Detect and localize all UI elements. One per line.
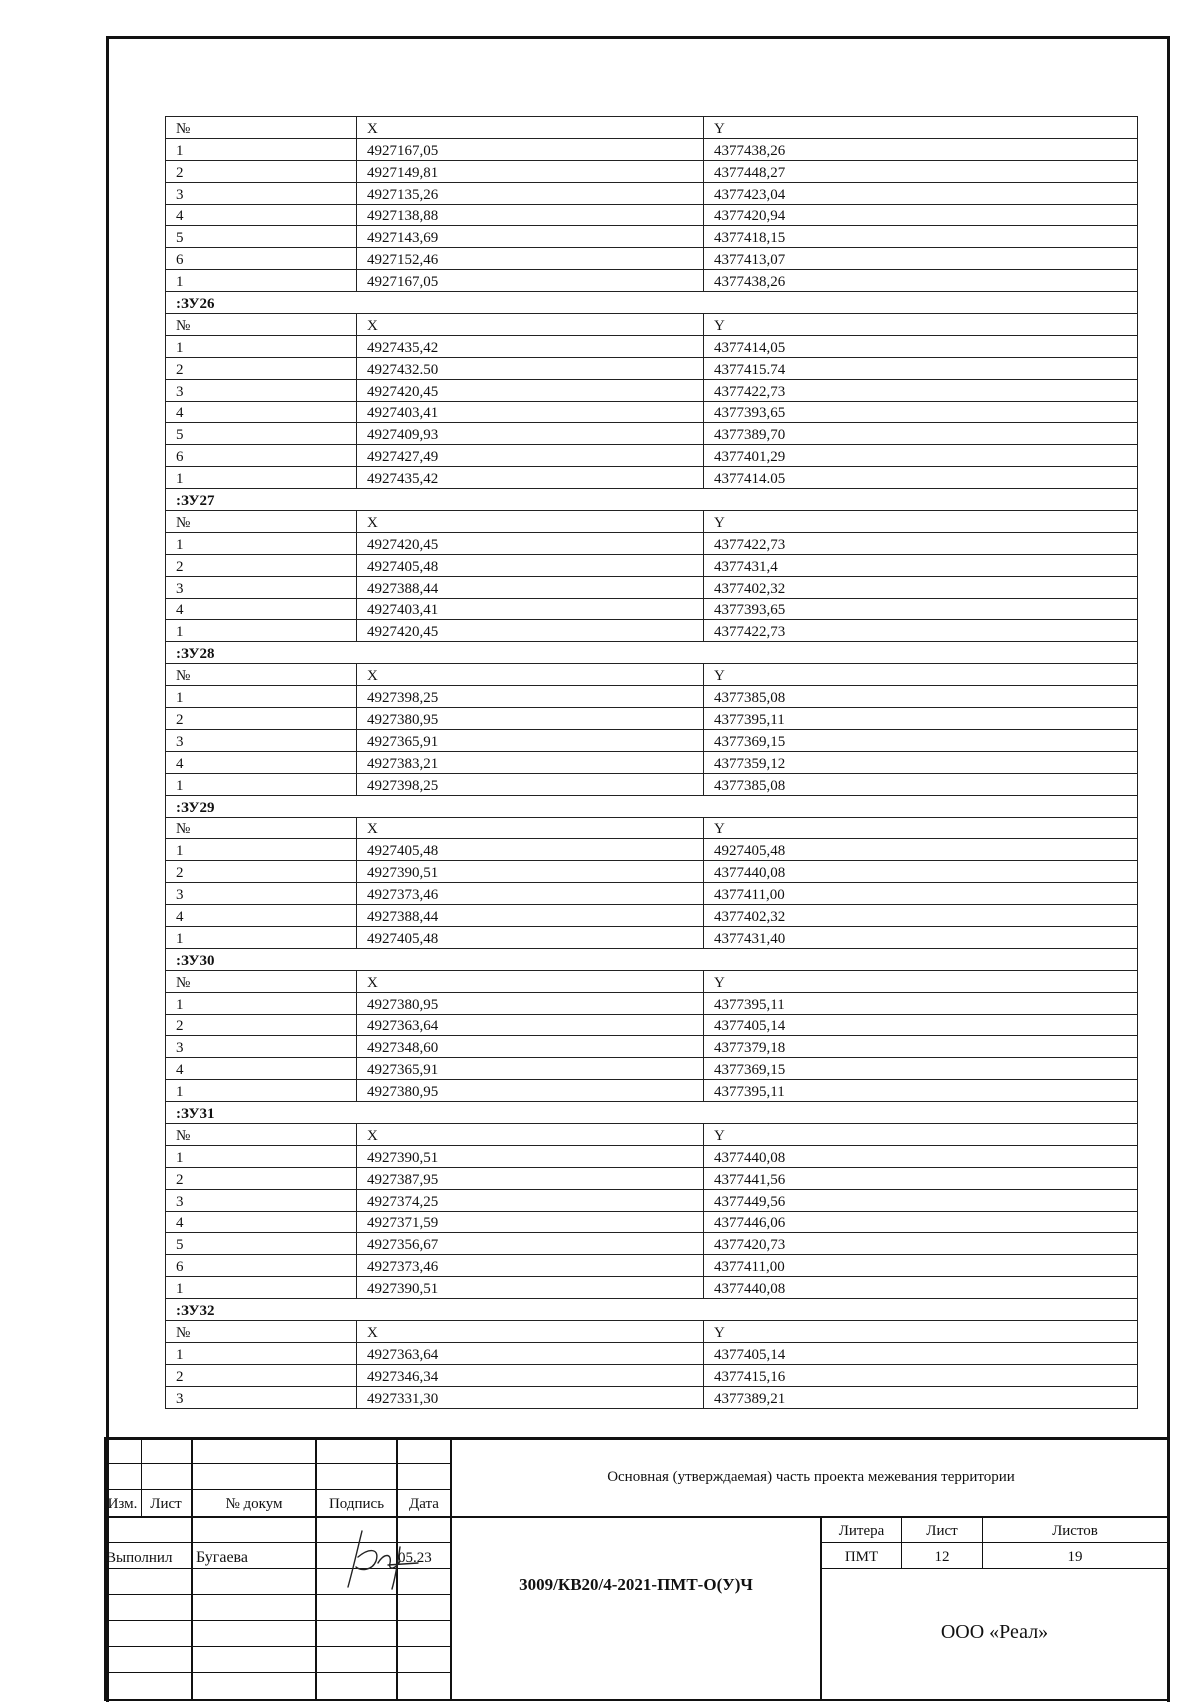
x-coordinate: 4927167,05 [357, 270, 704, 292]
point-number: 1 [166, 992, 357, 1014]
header-x: X [357, 970, 704, 992]
table-row [166, 839, 1138, 861]
x-coordinate: 4927405,48 [357, 839, 704, 861]
sheet-number: 12 [934, 1549, 950, 1565]
table-row [166, 423, 1138, 445]
table-row [166, 729, 1138, 751]
x-coordinate: 4927356,67 [357, 1233, 704, 1255]
point-number: 1 [166, 270, 357, 292]
header-y: Y [704, 314, 1138, 336]
document-description: Основная (утверждаемая) часть проекта межевания территории [607, 1469, 1015, 1485]
y-coordinate: 4377420,73 [704, 1233, 1138, 1255]
point-number: 6 [166, 445, 357, 467]
x-coordinate: 4927398,25 [357, 773, 704, 795]
litera-value: ПМТ [844, 1549, 879, 1565]
point-number: 6 [166, 248, 357, 270]
section-title-row [166, 1102, 1138, 1124]
x-coordinate: 4927409,93 [357, 423, 704, 445]
table-row [166, 686, 1138, 708]
section-title: :ЗУ28 [166, 642, 1138, 664]
table-row [166, 905, 1138, 927]
x-coordinate: 4927432.50 [357, 357, 704, 379]
table-row [166, 1167, 1138, 1189]
table-row [166, 1277, 1138, 1299]
x-coordinate: 4927143,69 [357, 226, 704, 248]
point-number: 4 [166, 905, 357, 927]
point-number: 4 [166, 1211, 357, 1233]
table-row [166, 204, 1138, 226]
table-row [166, 773, 1138, 795]
litera-label: Литера [838, 1523, 885, 1539]
izm-label: Изм. [107, 1496, 138, 1512]
table-row [166, 926, 1138, 948]
x-coordinate: 4927405,48 [357, 554, 704, 576]
table-header-row [166, 970, 1138, 992]
y-coordinate: 4377420,94 [704, 204, 1138, 226]
table-row [166, 554, 1138, 576]
point-number: 2 [166, 160, 357, 182]
y-coordinate: 4377359,12 [704, 751, 1138, 773]
sheets-total: 19 [1067, 1549, 1083, 1565]
coordinates-table [165, 116, 1138, 1409]
table-row [166, 751, 1138, 773]
x-coordinate: 4927403,41 [357, 401, 704, 423]
point-number: 3 [166, 576, 357, 598]
table-row [166, 357, 1138, 379]
point-number: 4 [166, 1058, 357, 1080]
x-coordinate: 4927398,25 [357, 686, 704, 708]
x-coordinate: 4927387,95 [357, 1167, 704, 1189]
point-number: 1 [166, 138, 357, 160]
point-number: 3 [166, 1036, 357, 1058]
section-title: :ЗУ29 [166, 795, 1138, 817]
header-number: № [166, 970, 357, 992]
table-header-row [166, 817, 1138, 839]
performer-name: Бугаева [196, 1549, 248, 1566]
y-coordinate: 4377414,05 [704, 335, 1138, 357]
table-row [166, 1342, 1138, 1364]
section-title-row [166, 489, 1138, 511]
y-coordinate: 4377385,08 [704, 773, 1138, 795]
x-coordinate: 4927420,45 [357, 379, 704, 401]
header-number: № [166, 117, 357, 139]
point-number: 2 [166, 708, 357, 730]
point-number: 3 [166, 379, 357, 401]
header-y: Y [704, 970, 1138, 992]
table-row [166, 226, 1138, 248]
x-coordinate: 4927405,48 [357, 926, 704, 948]
x-coordinate: 4927371,59 [357, 1211, 704, 1233]
section-title: :ЗУ32 [166, 1299, 1138, 1321]
x-coordinate: 4927374,25 [357, 1189, 704, 1211]
x-coordinate: 4927388,44 [357, 576, 704, 598]
header-x: X [357, 117, 704, 139]
header-x: X [357, 664, 704, 686]
point-number: 1 [166, 1080, 357, 1102]
table-row [166, 576, 1138, 598]
sheet-label: Лист [926, 1523, 958, 1539]
y-coordinate: 4377446,06 [704, 1211, 1138, 1233]
header-number: № [166, 664, 357, 686]
point-number: 3 [166, 182, 357, 204]
header-x: X [357, 314, 704, 336]
section-title-row [166, 292, 1138, 314]
x-coordinate: 4927365,91 [357, 1058, 704, 1080]
point-number: 1 [166, 773, 357, 795]
section-title-row [166, 1299, 1138, 1321]
y-coordinate: 4377395,11 [704, 708, 1138, 730]
y-coordinate: 4377411,00 [704, 883, 1138, 905]
x-coordinate: 4927373,46 [357, 1255, 704, 1277]
x-coordinate: 4927365,91 [357, 729, 704, 751]
y-coordinate: 4377395,11 [704, 992, 1138, 1014]
y-coordinate: 4377393,65 [704, 401, 1138, 423]
table-row [166, 598, 1138, 620]
y-coordinate: 4377405,14 [704, 1342, 1138, 1364]
section-title-row [166, 642, 1138, 664]
y-coordinate: 4377393,65 [704, 598, 1138, 620]
x-coordinate: 4927435,42 [357, 335, 704, 357]
x-coordinate: 4927348,60 [357, 1036, 704, 1058]
date-label: Дата [409, 1496, 439, 1512]
sheets-label: Листов [1052, 1523, 1098, 1539]
y-coordinate: 4377379,18 [704, 1036, 1138, 1058]
y-coordinate: 4377411,00 [704, 1255, 1138, 1277]
header-number: № [166, 1320, 357, 1342]
y-coordinate: 4377369,15 [704, 1058, 1138, 1080]
x-coordinate: 4927380,95 [357, 992, 704, 1014]
table-header-row [166, 511, 1138, 533]
x-coordinate: 4927363,64 [357, 1014, 704, 1036]
table-row [166, 1145, 1138, 1167]
table-row [166, 335, 1138, 357]
section-title: :ЗУ30 [166, 948, 1138, 970]
doc-number-label: № докум [225, 1496, 283, 1512]
handwritten-signature [340, 1527, 430, 1593]
x-coordinate: 4927135,26 [357, 182, 704, 204]
point-number: 6 [166, 1255, 357, 1277]
sign-date: 05.23 [398, 1550, 432, 1566]
table-row [166, 379, 1138, 401]
point-number: 1 [166, 1277, 357, 1299]
section-title-row [166, 795, 1138, 817]
y-coordinate: 4377448,27 [704, 160, 1138, 182]
point-number: 1 [166, 686, 357, 708]
point-number: 1 [166, 839, 357, 861]
table-row [166, 532, 1138, 554]
x-coordinate: 4927435,42 [357, 467, 704, 489]
point-number: 1 [166, 1342, 357, 1364]
y-coordinate: 4927405,48 [704, 839, 1138, 861]
header-number: № [166, 1123, 357, 1145]
y-coordinate: 4377415,16 [704, 1364, 1138, 1386]
x-coordinate: 4927390,51 [357, 1277, 704, 1299]
header-number: № [166, 511, 357, 533]
table-header-row [166, 664, 1138, 686]
y-coordinate: 4377402,32 [704, 905, 1138, 927]
point-number: 5 [166, 423, 357, 445]
x-coordinate: 4927167,05 [357, 138, 704, 160]
section-title: :ЗУ27 [166, 489, 1138, 511]
header-y: Y [704, 1320, 1138, 1342]
y-coordinate: 4377422,73 [704, 532, 1138, 554]
y-coordinate: 4377395,11 [704, 1080, 1138, 1102]
y-coordinate: 4377389,70 [704, 423, 1138, 445]
table-row [166, 1189, 1138, 1211]
table-row [166, 1211, 1138, 1233]
point-number: 5 [166, 1233, 357, 1255]
table-row [166, 883, 1138, 905]
y-coordinate: 4377431,4 [704, 554, 1138, 576]
x-coordinate: 4927403,41 [357, 598, 704, 620]
y-coordinate: 4377369,15 [704, 729, 1138, 751]
x-coordinate: 4927152,46 [357, 248, 704, 270]
x-coordinate: 4927427,49 [357, 445, 704, 467]
table-header-row [166, 314, 1138, 336]
point-number: 2 [166, 357, 357, 379]
table-row [166, 1036, 1138, 1058]
point-number: 2 [166, 554, 357, 576]
point-number: 5 [166, 226, 357, 248]
company-name: ООО «Реал» [940, 1621, 1049, 1643]
point-number: 1 [166, 926, 357, 948]
y-coordinate: 4377422,73 [704, 620, 1138, 642]
y-coordinate: 4377440,08 [704, 1145, 1138, 1167]
table-row [166, 1014, 1138, 1036]
x-coordinate: 4927138,88 [357, 204, 704, 226]
point-number: 1 [166, 532, 357, 554]
header-x: X [357, 817, 704, 839]
point-number: 1 [166, 1145, 357, 1167]
point-number: 4 [166, 598, 357, 620]
header-x: X [357, 1320, 704, 1342]
table-row [166, 861, 1138, 883]
table-row [166, 992, 1138, 1014]
header-y: Y [704, 664, 1138, 686]
x-coordinate: 4927388,44 [357, 905, 704, 927]
header-number: № [166, 817, 357, 839]
header-y: Y [704, 117, 1138, 139]
x-coordinate: 4927373,46 [357, 883, 704, 905]
x-coordinate: 4927390,51 [357, 861, 704, 883]
table-row [166, 160, 1138, 182]
table-row [166, 401, 1138, 423]
table-row [166, 270, 1138, 292]
y-coordinate: 4377414.05 [704, 467, 1138, 489]
point-number: 3 [166, 1189, 357, 1211]
x-coordinate: 4927420,45 [357, 532, 704, 554]
header-x: X [357, 1123, 704, 1145]
table-header-row [166, 1123, 1138, 1145]
section-title-row [166, 948, 1138, 970]
table-row [166, 138, 1138, 160]
table-row [166, 445, 1138, 467]
table-row [166, 1080, 1138, 1102]
header-y: Y [704, 817, 1138, 839]
table-row [166, 1233, 1138, 1255]
signature-label: Подпись [328, 1496, 385, 1512]
y-coordinate: 4377385,08 [704, 686, 1138, 708]
point-number: 4 [166, 401, 357, 423]
table-row [166, 1386, 1138, 1408]
table-row [166, 708, 1138, 730]
section-title: :ЗУ26 [166, 292, 1138, 314]
y-coordinate: 4377438,26 [704, 270, 1138, 292]
point-number: 2 [166, 1014, 357, 1036]
y-coordinate: 4377418,15 [704, 226, 1138, 248]
x-coordinate: 4927346,34 [357, 1364, 704, 1386]
y-coordinate: 4377441,56 [704, 1167, 1138, 1189]
y-coordinate: 4377389,21 [704, 1386, 1138, 1408]
header-y: Y [704, 511, 1138, 533]
y-coordinate: 4377413,07 [704, 248, 1138, 270]
list-label: Лист [150, 1496, 182, 1512]
table-row [166, 248, 1138, 270]
table-row [166, 1255, 1138, 1277]
performed-label: Выполнил [106, 1550, 173, 1566]
y-coordinate: 4377440,08 [704, 861, 1138, 883]
x-coordinate: 4927383,21 [357, 751, 704, 773]
header-x: X [357, 511, 704, 533]
table-header-row [166, 117, 1138, 139]
point-number: 3 [166, 1386, 357, 1408]
y-coordinate: 4377405,14 [704, 1014, 1138, 1036]
y-coordinate: 4377422,73 [704, 379, 1138, 401]
x-coordinate: 4927380,95 [357, 708, 704, 730]
table-row [166, 182, 1138, 204]
point-number: 1 [166, 467, 357, 489]
point-number: 2 [166, 1167, 357, 1189]
header-y: Y [704, 1123, 1138, 1145]
y-coordinate: 4377415.74 [704, 357, 1138, 379]
y-coordinate: 4377440,08 [704, 1277, 1138, 1299]
x-coordinate: 4927390,51 [357, 1145, 704, 1167]
point-number: 3 [166, 883, 357, 905]
x-coordinate: 4927380,95 [357, 1080, 704, 1102]
document-code: 3009/КВ20/4-2021-ПМТ-О(У)Ч [519, 1575, 753, 1594]
y-coordinate: 4377401,29 [704, 445, 1138, 467]
point-number: 4 [166, 204, 357, 226]
section-title: :ЗУ31 [166, 1102, 1138, 1124]
point-number: 2 [166, 861, 357, 883]
table-row [166, 1364, 1138, 1386]
point-number: 4 [166, 751, 357, 773]
x-coordinate: 4927149,81 [357, 160, 704, 182]
table-row [166, 620, 1138, 642]
y-coordinate: 4377438,26 [704, 138, 1138, 160]
y-coordinate: 4377431,40 [704, 926, 1138, 948]
header-number: № [166, 314, 357, 336]
title-block [104, 1437, 1170, 1701]
point-number: 1 [166, 620, 357, 642]
point-number: 3 [166, 729, 357, 751]
table-row [166, 467, 1138, 489]
table-row [166, 1058, 1138, 1080]
point-number: 2 [166, 1364, 357, 1386]
y-coordinate: 4377402,32 [704, 576, 1138, 598]
table-header-row [166, 1320, 1138, 1342]
x-coordinate: 4927331,30 [357, 1386, 704, 1408]
x-coordinate: 4927420,45 [357, 620, 704, 642]
x-coordinate: 4927363,64 [357, 1342, 704, 1364]
y-coordinate: 4377423,04 [704, 182, 1138, 204]
point-number: 1 [166, 335, 357, 357]
y-coordinate: 4377449,56 [704, 1189, 1138, 1211]
